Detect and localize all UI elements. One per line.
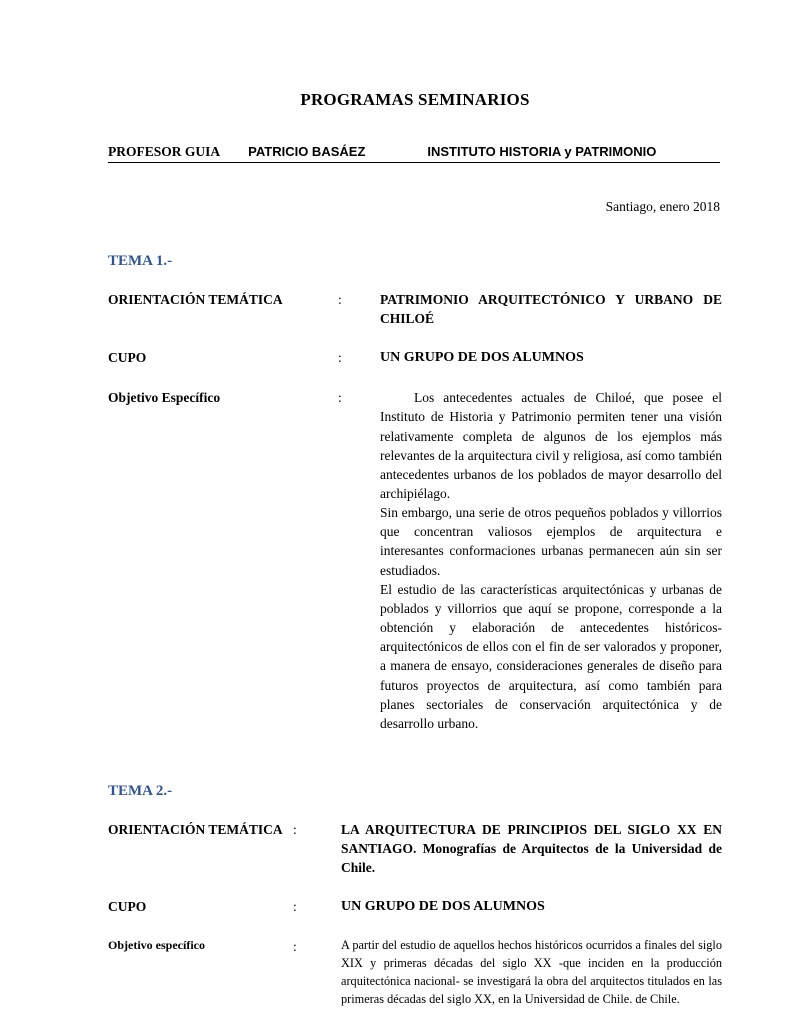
objective-colon: : (338, 390, 342, 406)
topic-2-objective-row (108, 937, 722, 1009)
orientation-colon: : (338, 292, 342, 307)
cupo-value: UN GRUPO DE DOS ALUMNOS (341, 899, 545, 915)
topic-2-cupo-row (108, 897, 722, 917)
objective-paragraph: El estudio de las características arquitectónicas y urbanas de poblados y villorrios que aquí se propone, corresponde a la obtención y elaboración de antecedentes históricos-arquitectónicos de ellos con el fin de ser valorados y proponer, a manera de ensayo, consideraciones generales de diseño para futuros proyectos de arquitectura, así como también para planes sectoriales de conservación arquitectónica y de desarrollo urbano. (380, 581, 722, 731)
cupo-colon: : (338, 350, 342, 366)
topic-2-heading: TEMA 2.- (108, 783, 173, 799)
cupo-colon: : (293, 899, 297, 915)
objective-paragraph: Sin embargo, una serie de otros pequeños poblados y villorrios que concentran valiosos ejemplos de arquitectura e interesantes conformaciones urbanas permanecen aún sin ser estudiados. (380, 505, 722, 578)
place-and-date: Santiago, enero 2018 (605, 199, 720, 214)
orientation-label: ORIENTACIÓN TEMÁTICA (108, 292, 283, 307)
orientation-label: ORIENTACIÓN TEMÁTICA (108, 822, 283, 837)
cupo-label: CUPO (108, 350, 147, 366)
objective-label: Objetivo Específico (108, 390, 221, 406)
objective-colon: : (293, 939, 297, 955)
topic-1-cupo-row (108, 348, 722, 368)
objective-paragraph-text: Los antecedentes actuales de Chiloé, que posee el Instituto de Historia y Patrimonio permiten tener una visión relativamente completa de algunos de los ejemplos más relevantes de la arquitectura civil y religiosa, así como también antecedentes urbanos de los poblados de mayor desarrollo del archipiélago. (380, 390, 722, 501)
topic-1-objective-row (108, 388, 722, 733)
institute-name: INSTITUTO HISTORIA y PATRIMONIO (427, 144, 657, 159)
cupo-value: UN GRUPO DE DOS ALUMNOS (380, 350, 584, 366)
objective-paragraph: A partir del estudio de aquellos hechos históricos ocurridos a finales del siglo XIX y primeras décadas del siglo XX -que inciden en la producción arquitectónica nacional- se investigará la obra del arquitectos titulados en las primeras décadas del siglo XX, en la Universidad de Chile. de Chile. (341, 938, 722, 1007)
orientation-value (341, 820, 722, 877)
orientation-value: PATRIMONIO ARQUITECTÓNICO Y URBANO DE CHILOÉ (380, 292, 722, 327)
objective-paragraph (380, 388, 722, 503)
page-title: PROGRAMAS SEMINARIOS (300, 90, 530, 109)
objective-value (380, 388, 722, 733)
objective-label: Objetivo específico (108, 938, 205, 953)
professor-label: PROFESOR GUIA (108, 144, 221, 159)
cupo-label: CUPO (108, 899, 147, 915)
topic-1-heading: TEMA 1.- (108, 253, 173, 269)
header-guide-line (108, 144, 720, 163)
orientation-colon: : (293, 822, 297, 837)
objective-value (341, 937, 722, 1009)
professor-name: PATRICIO BASÁEZ (248, 144, 366, 159)
orientation-value-rest: Monografías de Arquitectos de la Universidad de Chile. (341, 841, 722, 876)
orientation-value-main: LA ARQUITECTURA DE PRINCIPIOS DEL SIGLO XX EN SANTIAGO. (341, 822, 722, 857)
topic-2-orientation-row (108, 820, 722, 877)
topic-1-orientation-row (108, 290, 722, 328)
